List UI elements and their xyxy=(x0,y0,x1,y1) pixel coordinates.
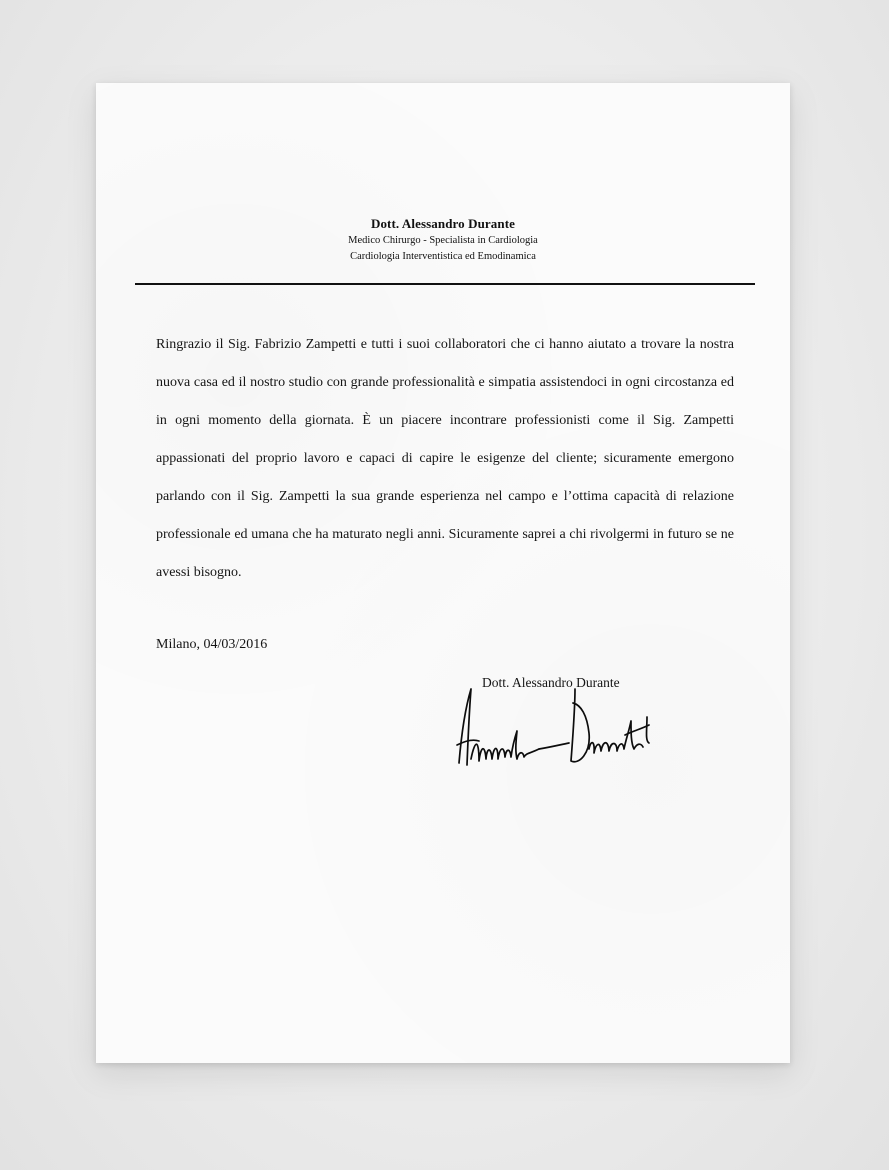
signatory-name: Dott. Alessandro Durante xyxy=(482,675,620,690)
letterhead-subspecialty: Cardiologia Interventistica ed Emodinamica xyxy=(350,251,536,262)
handwritten-signature xyxy=(451,679,671,779)
letterhead-name: Dott. Alessandro Durante xyxy=(370,216,516,231)
letter-body: Ringrazio il Sig. Fabrizio Zampetti e tutti i suoi collaboratori che ci hanno aiutato a trovare la nostra nuova casa ed il nostro studio con grande professionalità e simpatia assistendoci in ogni circostanza ed in ogni momento della giornata. È un piacere incontrare professionisti come il Sig. Zampetti appassionati del proprio lavoro e capaci di capire le esigenze del cliente; sicuramente emergono parlando con il Sig. Zampetti la sua grande esperienza nel campo e l’ottima capacità di relazione professionale ed umana che ha maturato negli anni. Sicuramente saprei a chi rivolgermi in futuro se ne avessi bisogno. xyxy=(156,337,734,580)
letterhead-divider xyxy=(135,283,755,285)
place-date: Milano, 04/03/2016 xyxy=(156,637,268,652)
letter-paper xyxy=(96,83,790,1063)
letterhead xyxy=(96,215,790,265)
letterhead-specialty: Medico Chirurgo - Specialista in Cardiologia xyxy=(348,235,538,246)
